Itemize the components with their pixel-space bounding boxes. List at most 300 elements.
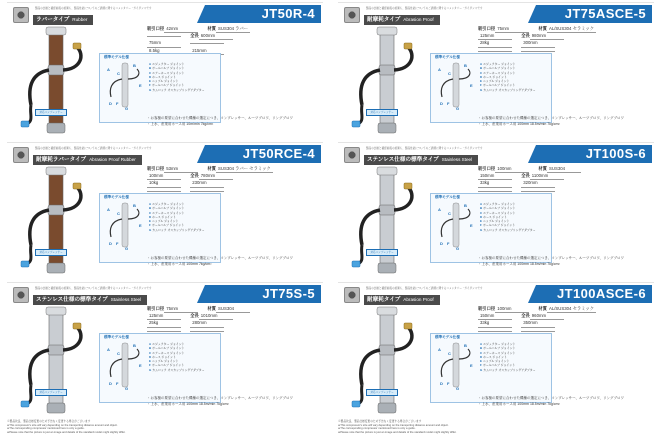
part-name: ボールバルブ ジョイント [152,66,185,71]
diagram-hose-right [459,349,470,359]
part-letter: D [480,354,483,359]
diagram-label-a: A [107,347,110,352]
spec-row [478,25,648,32]
part-name: エアーホース ジョイント [152,210,185,215]
diagram-label-e: E [139,223,142,228]
product-card [7,2,323,137]
diagram-hose-left [110,79,122,97]
spec-material-value [521,331,555,332]
footer-line: ※This compressor's size will vary depending on the transporting distance amount and object. [338,423,449,427]
spec-value: 8.5kg [147,47,181,55]
ejector-block [379,205,395,215]
part-letter: C [149,350,152,355]
spec-material-value: SUS304 [216,305,250,313]
part-name: ニップル ジョイント [482,359,510,364]
coupler-fitting [73,43,81,49]
coupler-fitting [404,183,412,189]
nozzle-thumbnail [344,7,360,23]
part-name: ボールバルブ ジョイント [483,66,516,71]
part-letter: D [149,74,152,79]
product-card [338,2,654,137]
spec-material-value: 980mm [530,32,564,40]
spec-value: 150mm [478,312,512,320]
spec-row [147,165,317,172]
nozzle-suction-tip [47,403,65,413]
part-letter: D [480,74,483,79]
spec-row [147,179,317,186]
air-hose-right [63,47,81,70]
product-type-title [364,295,440,305]
nozzle-suction-tip [378,403,396,413]
spec-table [478,25,648,54]
part-name: エジェクター ジョイント [483,342,516,346]
air-hose-right [394,327,412,350]
diagram-label-g: G [456,386,460,391]
card-intro-text: 製品の比較と確認前後の差異も、製品性能についてのご詳細に関するコメンタリー・ガイダンスです [35,147,152,150]
parts-diagram [103,201,147,251]
nozzle-suction-tip [47,263,65,273]
ball-valve-handle [21,261,29,267]
type-title-en: Rubber [72,17,88,22]
part-name: ボールバルブ ジョイント [483,346,516,351]
part-letter: C [480,210,483,215]
product-image [346,305,432,415]
spec-label: 吸引口径 [478,166,496,171]
note-line: ・上水、産業用ホース用 100mm 18.5m/min 7kg/cm² [147,402,229,406]
part-name: ニップル ジョイント [151,219,179,224]
spec-table [147,165,317,194]
type-title-jp: 耐摩耗タイプ [367,17,401,23]
part-name: ニップル ジョイント [482,79,510,84]
spec-label: 吸引口径 [478,306,496,311]
parts-list-item [149,228,219,232]
coupler-fitting [404,43,412,49]
part-name: ボールバルブ ジョイント [151,223,185,228]
nozzle-thumbnail [344,287,360,303]
diagram-label-c: C [117,71,120,76]
spec-material-value: 215mm [190,47,224,55]
diagram-label-f: F [447,381,450,386]
ball-valve-handle [21,401,29,407]
part-letter: F [149,83,151,88]
parts-list-item [480,88,550,92]
diagram-label-d: D [109,241,112,246]
note-line: ・お客様の要望に合わせた機種の選定につき、コンプレッサー、ルーツブロワ、リングブロワ [478,396,624,400]
diagram-label-e: E [470,83,473,88]
model-number-banner: JT100S-6 [536,145,652,163]
part-letter: D [149,354,152,359]
compatible-compressor-tag: 対応コンプレッサー [35,109,67,116]
diagram-label-b: B [464,203,467,208]
ball-valve-handle [352,121,360,127]
parts-list [149,342,219,372]
diagram-label-c: C [117,211,120,216]
spec-row [478,39,648,46]
part-letter: A [480,202,483,206]
diagram-label-g: G [125,386,129,391]
part-name: カムロック オスカップリングアダプター [152,87,205,92]
spec-value: 100mm [495,305,529,313]
footer-line: ※製品改良、製品仕様変更のため予告なく変更する場合がございます [7,420,91,423]
footer-line: ※Please note that the picture is just an image and details of the standard model might slightly differ. [338,430,457,434]
part-letter: B [149,206,152,211]
ejector-block [379,65,395,75]
spec-material-label: 材質 [207,26,216,31]
part-name: ニップル ジョイント [151,79,179,84]
part-name: ホース ジョイント [483,74,507,79]
diagram-label-f: F [116,241,119,246]
part-letter: D [149,214,152,219]
footer-notes-left [7,420,307,434]
spec-row [147,319,317,326]
coupler-fitting [73,323,81,329]
spec-material-value: 300mm [521,39,555,47]
diagram-label-d: D [440,381,443,386]
diagram-label-f: F [447,101,450,106]
spec-material-value [190,191,224,192]
spec-row [147,32,317,39]
model-number-banner: JT75S-5 [205,285,321,303]
part-name: ボールバルブ ジョイント [152,206,185,211]
diagram-label-f: F [447,241,450,246]
nozzle-top-flange [46,27,66,35]
compressor-notes [478,395,654,407]
diagram-label-c: C [448,211,451,216]
footer-notes-right [338,420,648,434]
part-letter: C [149,210,152,215]
standard-model-panel-title: 標準モデル仕様 [435,335,460,339]
diagram-hose-left [441,79,453,97]
compressor-notes [147,115,323,127]
standard-model-panel-title: 標準モデル仕様 [104,335,129,339]
diagram-label-g: G [125,246,129,251]
spec-row [478,172,648,179]
part-letter: E [480,219,482,224]
diagram-label-b: B [133,343,136,348]
part-letter: A [480,62,483,66]
spec-material-value: 280mm [190,319,224,327]
catalog-page-left [7,0,323,428]
diagram-label-g: G [125,106,129,111]
part-name: カムロック オスカップリングアダプター [152,367,205,372]
spec-material-value [190,43,224,44]
parts-diagram [434,341,478,391]
nozzle-thumbnail [13,147,29,163]
parts-list-item [480,368,550,372]
parts-list-item [149,88,219,92]
spec-value [147,36,181,37]
part-letter: F [480,83,482,88]
diagram-label-e: E [470,363,473,368]
product-image [346,25,432,135]
diagram-label-a: A [438,347,441,352]
part-name: ボールバルブ ジョイント [482,363,516,368]
diagram-hose-right [128,69,139,79]
spec-value: 33kg [478,179,512,187]
diagram-label-c: C [117,351,120,356]
note-line: ・お客様の要望に合わせた機種の選定につき、コンプレッサー、ルーツブロワ、リングブロワ [147,116,293,120]
card-intro-text: 製品の比較と確認前後の差異も、製品性能についてのご詳細に関するコメンタリー・ガイダンスです [366,287,483,290]
part-name: エジェクター ジョイント [152,342,185,346]
compatible-compressor-tag: 対応コンプレッサー [35,389,67,396]
product-type-title [364,155,478,165]
diagram-label-d: D [109,381,112,386]
card-intro-text: 製品の比較と確認前後の差異も、製品性能についてのご詳細に関するコメンタリー・ガイダンスです [366,7,483,10]
diagram-hose-left [110,359,122,377]
part-name: エアーホース ジョイント [483,70,516,75]
part-name: エジェクター ジョイント [152,62,185,66]
product-image [15,305,101,415]
spec-material-value: AL/SUS304 セラミック [547,305,596,313]
spec-material-label: 材質 [207,306,216,311]
spec-material-value: 1100mm [530,172,564,180]
footer-line: ※The corresponding compressor mentioned here is only a guide. [338,427,416,431]
diagram-hose-left [441,219,453,237]
note-line: ・お客様の要望に合わせた機種の選定につき、コンプレッサー、ルーツブロワ、リングブロワ [147,396,293,400]
part-name: ニップル ジョイント [151,359,179,364]
parts-diagram [434,201,478,251]
spec-material-label: 材質 [538,306,547,311]
parts-list [480,202,550,232]
nozzle-top-flange [46,307,66,315]
spec-material-value: AL/SUS304 セラミック [547,25,596,33]
part-name: カムロック オスカップリングアダプター [483,367,536,372]
parts-list [480,62,550,92]
air-hose-left [30,210,49,245]
diagram-tube [453,63,459,107]
product-image [15,165,101,275]
part-letter: F [149,223,151,228]
spec-row [478,305,648,312]
part-name: ホース ジョイント [152,214,176,219]
standard-model-panel-title: 標準モデル仕様 [104,55,129,59]
nozzle-top-flange [377,27,397,35]
part-letter: E [149,359,151,364]
nozzle-suction-tip [47,123,65,133]
part-letter: A [480,342,483,346]
part-letter: B [149,346,152,351]
diagram-hose-left [110,219,122,237]
spec-material-value: SUS304 ラバー [216,25,250,33]
part-name: ボールバルブ ジョイント [482,83,516,88]
part-letter: E [149,219,151,224]
part-name: エアーホース ジョイント [152,350,185,355]
diagram-label-g: G [456,246,460,251]
spec-label: 吸引口径 [478,26,496,31]
part-letter: C [480,70,483,75]
spec-value [478,331,512,332]
part-letter: B [480,66,483,71]
catalog-page-right [338,0,654,428]
air-hose-left [361,70,380,105]
spec-material-label: 材質 [207,166,216,171]
footer-line: ※The corresponding compressor mentioned here is only a guide. [7,427,85,431]
spec-value: 100mm [147,172,181,180]
diagram-tube [453,203,459,247]
part-name: ボールバルブ ジョイント [152,346,185,351]
spec-table [478,165,648,194]
spec-row [147,312,317,319]
spec-material-label: 全長 [190,313,199,319]
air-hose-right [63,187,81,210]
standard-model-panel-title: 標準モデル仕様 [435,195,460,199]
nozzle-suction-tip [378,123,396,133]
product-card [338,282,654,417]
part-name: エジェクター ジョイント [483,62,516,66]
product-card [7,142,323,277]
spec-value: 125mm [478,32,512,40]
compressor-notes [147,255,323,267]
parts-list [149,62,219,92]
spec-material-value [190,331,224,332]
diagram-hose-left [441,359,453,377]
diagram-tube [122,203,128,247]
ejector-block [48,65,64,75]
spec-value: 10kg [147,179,181,187]
compatible-compressor-tag: 対応コンプレッサー [366,109,398,116]
card-intro-text: 製品の比較と確認前後の差異も、製品性能についてのご詳細に関するコメンタリー・ガイダンスです [35,287,152,290]
standard-model-panel-title: 標準モデル仕様 [104,195,129,199]
note-line: ・お客様の要望に合わせた機種の選定につき、コンプレッサー、ルーツブロワ、リングブロワ [478,116,624,120]
product-type-title [33,155,142,165]
product-type-title [33,15,93,25]
diagram-label-c: C [448,351,451,356]
diagram-hose-right [459,69,470,79]
part-name: エジェクター ジョイント [483,202,516,206]
diagram-hose-right [459,209,470,219]
note-line: ・上水、産業用ホース用 100mm 18.5m/min 7kg/cm² [478,402,560,406]
product-card [7,282,323,417]
part-letter: F [149,363,151,368]
spec-material-label: 材質 [538,166,547,171]
air-hose-left [361,350,380,385]
part-name: エアーホース ジョイント [483,210,516,215]
spec-row [478,32,648,39]
footer-line: ※製品改良、製品仕様変更のため予告なく変更する場合がございます [338,420,422,423]
spec-material-value: 960mm [530,312,564,320]
part-letter: A [149,342,152,346]
part-letter: G [480,87,483,92]
air-hose-right [394,47,412,70]
model-number-banner: JT100ASCE-6 [536,285,652,303]
type-title-en: Stainless Steel [441,157,473,162]
diagram-label-a: A [438,207,441,212]
diagram-label-e: E [470,223,473,228]
parts-list [149,202,219,232]
part-letter: E [480,359,482,364]
part-name: ボールバルブ ジョイント [151,363,185,368]
product-card [338,142,654,277]
product-type-title [33,295,147,305]
spec-row [147,305,317,312]
spec-table [147,305,317,334]
part-letter: G [480,367,483,372]
diagram-label-c: C [448,71,451,76]
diagram-label-b: B [133,63,136,68]
spec-value [147,331,181,332]
type-title-en: Stainless Steel [110,297,142,302]
ball-valve-handle [352,401,360,407]
spec-table [478,305,648,334]
compressor-notes [147,395,323,407]
model-number-banner: JT75ASCE-5 [536,5,652,23]
product-image [15,25,101,135]
note-line: ・上水、産業用ホース用 100mm 7kg/cm² [147,262,212,266]
spec-value: 150mm [478,172,512,180]
air-hose-left [361,210,380,245]
part-name: ホース ジョイント [152,74,176,79]
spec-material-label: 全長 [521,33,530,39]
diagram-tube [453,343,459,387]
product-type-title [364,15,440,25]
nozzle-top-flange [46,167,66,175]
part-letter: C [149,70,152,75]
compatible-compressor-tag: 対応コンプレッサー [366,249,398,256]
spec-value: 53mm [164,165,198,173]
ball-valve-handle [352,261,360,267]
footer-line: ※This compressor's size will vary depending on the transporting distance amount and object. [7,423,118,427]
diagram-label-a: A [107,207,110,212]
note-line: ・上水、産業用ホース用 100mm 18.5m/min 7kg/cm² [478,262,560,266]
spec-material-value: SUS304 ラバー セラミック [216,165,273,173]
spec-label: 吸引口径 [147,26,165,31]
nozzle-thumbnail [344,147,360,163]
part-letter: F [480,363,482,368]
spec-material-label: 全長 [521,173,530,179]
part-name: ボールバルブ ジョイント [151,83,185,88]
part-letter: A [149,62,152,66]
nozzle-suction-tip [378,263,396,273]
spec-label: 吸引口径 [147,166,165,171]
diagram-label-b: B [133,203,136,208]
spec-material-value: 780mm [199,172,233,180]
compressor-notes [478,115,654,127]
air-hose-right [63,327,81,350]
note-line: ・上水、産業用ホース用 100mm 18.5m/min 7kg/cm² [478,122,560,126]
spec-value [147,191,181,192]
spec-label: 吸引口径 [147,306,165,311]
note-line: ・お客様の要望に合わせた機種の選定につき、コンプレッサー、ルーツブロワ、リングブロワ [478,256,624,260]
spec-value: 100mm [495,165,529,173]
spec-value: 75mm [164,305,198,313]
parts-list-item [149,368,219,372]
part-letter: B [149,66,152,71]
part-letter: G [149,227,152,232]
part-letter: G [149,87,152,92]
spec-material-value: 1010mm [199,312,233,320]
part-name: ニップル ジョイント [482,219,510,224]
diagram-label-f: F [116,101,119,106]
spec-value: 42mm [164,25,198,33]
type-title-en: Abrasion Proof [403,17,434,22]
diagram-hose-right [128,349,139,359]
note-line: ・お客様の要望に合わせた機種の選定につき、コンプレッサー、ルーツブロワ、リングブロワ [147,256,293,260]
part-letter: E [149,79,151,84]
part-name: エアーホース ジョイント [483,350,516,355]
diagram-label-d: D [440,241,443,246]
diagram-label-b: B [464,343,467,348]
parts-list-item [480,228,550,232]
part-letter: E [480,79,482,84]
product-image [346,165,432,275]
ejector-block [379,345,395,355]
spec-material-label: 全長 [521,313,530,319]
part-name: ボールバルブ ジョイント [482,223,516,228]
parts-diagram [434,61,478,111]
diagram-label-e: E [139,83,142,88]
spec-row [478,165,648,172]
spec-material-value: 230mm [190,179,224,187]
